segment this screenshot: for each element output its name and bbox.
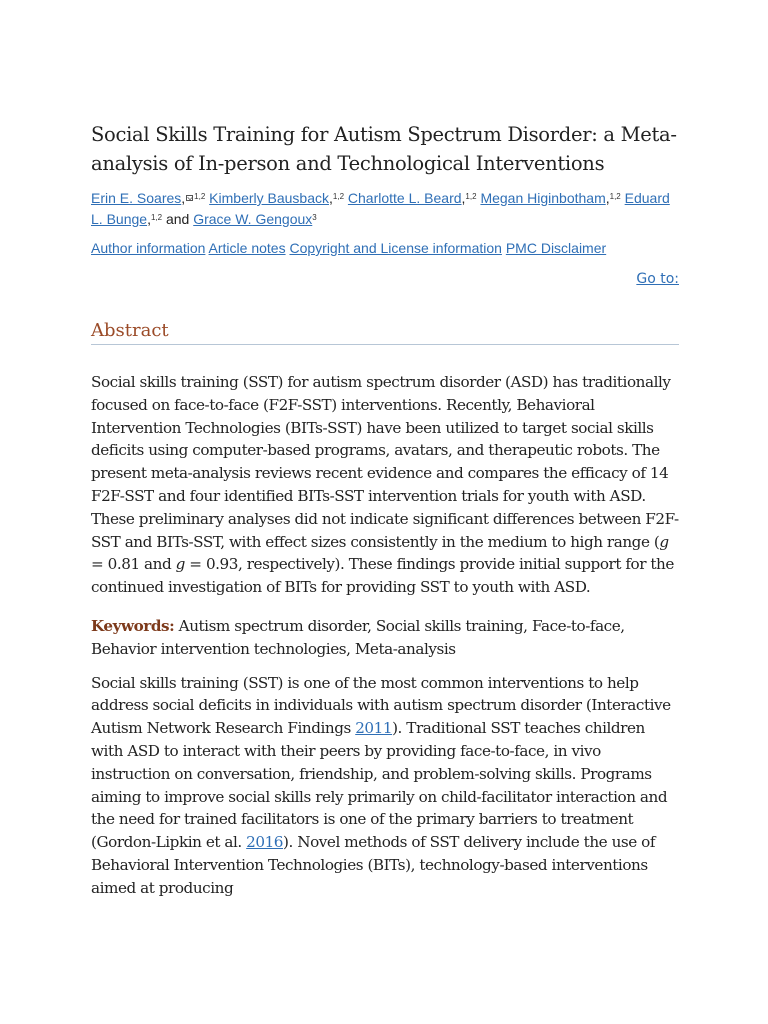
author-separator: , bbox=[329, 190, 333, 206]
article-page bbox=[91, 120, 679, 900]
keywords-text: Autism spectrum disorder, Social skills training, Face-to-face, Behavior intervention technologies, Meta-analysis bbox=[91, 616, 625, 658]
author-affiliation: 3 bbox=[312, 213, 317, 222]
effect-size-symbol: g bbox=[175, 555, 185, 574]
intro-text-part: ). Traditional SST teaches children with ASD to interact with their peers by providing face-to-face, in vivo instruction on conversation, friendship, and problem-solving skills. Programs aiming to improve social skills rely primarily on child-facilitator interaction and the need for trained facilitators is one of the primary barriers to treatment (Gordon-Lipkin et al. bbox=[91, 719, 668, 852]
author-and: and bbox=[165, 211, 190, 227]
citation-link[interactable]: 2016 bbox=[246, 833, 284, 852]
author-separator: , bbox=[605, 190, 610, 206]
keywords-paragraph bbox=[91, 615, 679, 661]
author-link[interactable]: Eduard L. Bunge bbox=[91, 190, 670, 227]
author-affiliation: 1,2 bbox=[465, 192, 477, 201]
abstract-text-part: = 0.81 and bbox=[91, 555, 176, 574]
article-notes-link[interactable]: Article notes bbox=[208, 240, 286, 256]
abstract-text-part: Social skills training (SST) for autism spectrum disorder (ASD) has traditionally focused on face-to-face (F2F-SST) interventions. Recently, Behavioral Intervention Technologies (BITs-SST) have been utilized to target social skills deficits using computer-based programs, avatars, and therapeutic robots. The present meta-analysis reviews recent evidence and compares the efficacy of 14 F2F-SST and four identified BITs-SST intervention trials for youth with ASD. These preliminary analyses did not indicate significant differences between F2F-SST and BITs-SST, with effect sizes consistently in the medium to high range ( bbox=[91, 373, 679, 551]
disclaimer-link[interactable]: PMC Disclaimer bbox=[505, 240, 607, 256]
intro-paragraph bbox=[91, 672, 679, 900]
abstract-text-part: = 0.93, respectively). These findings provide initial support for the continued investigation of BITs for providing SST to youth with ASD. bbox=[91, 555, 674, 597]
author-separator: , bbox=[181, 190, 186, 206]
author-link[interactable]: Charlotte L. Beard bbox=[347, 190, 462, 206]
author-affiliation: 1,2 bbox=[150, 213, 163, 222]
author-affiliation: 1,2 bbox=[609, 192, 621, 201]
abstract-heading: Abstract bbox=[91, 320, 679, 345]
author-separator: , bbox=[147, 211, 151, 227]
citation-link[interactable]: 2011 bbox=[355, 719, 393, 738]
effect-size-symbol: g bbox=[659, 532, 669, 551]
author-link[interactable]: Erin E. Soares bbox=[91, 190, 182, 206]
goto-link[interactable]: Go to: bbox=[636, 271, 679, 287]
intro-text-part: Social skills training (SST) is one of the most common interventions to help address social deficits in individuals with autism spectrum disorder (Interactive Autism Network Research Findings bbox=[91, 673, 671, 738]
goto-bar bbox=[91, 270, 679, 288]
intro-text-part: ). Novel methods of SST delivery include the use of Behavioral Intervention Technologies (BITs), technology-based interventions aimed at producing bbox=[91, 833, 656, 897]
author-link[interactable]: Grace W. Gengoux bbox=[193, 211, 313, 227]
author-separator: , bbox=[461, 190, 466, 206]
author-affiliation: 1,2 bbox=[194, 192, 206, 201]
author-link[interactable]: Megan Higinbotham bbox=[480, 190, 606, 206]
author-list bbox=[91, 187, 679, 229]
author-link[interactable]: Kimberly Bausback bbox=[209, 190, 329, 206]
mail-icon[interactable] bbox=[186, 195, 193, 201]
keywords-label: Keywords: bbox=[91, 616, 175, 635]
copyright-link[interactable]: Copyright and License information bbox=[289, 240, 502, 256]
author-affiliation: 1,2 bbox=[332, 192, 345, 201]
article-meta-links bbox=[91, 239, 679, 258]
abstract-paragraph bbox=[91, 371, 679, 599]
article-title: Social Skills Training for Autism Spectrum Disorder: a Meta-analysis of In-person and Technological Interventions bbox=[91, 123, 677, 175]
author-information-link[interactable]: Author information bbox=[91, 240, 206, 256]
